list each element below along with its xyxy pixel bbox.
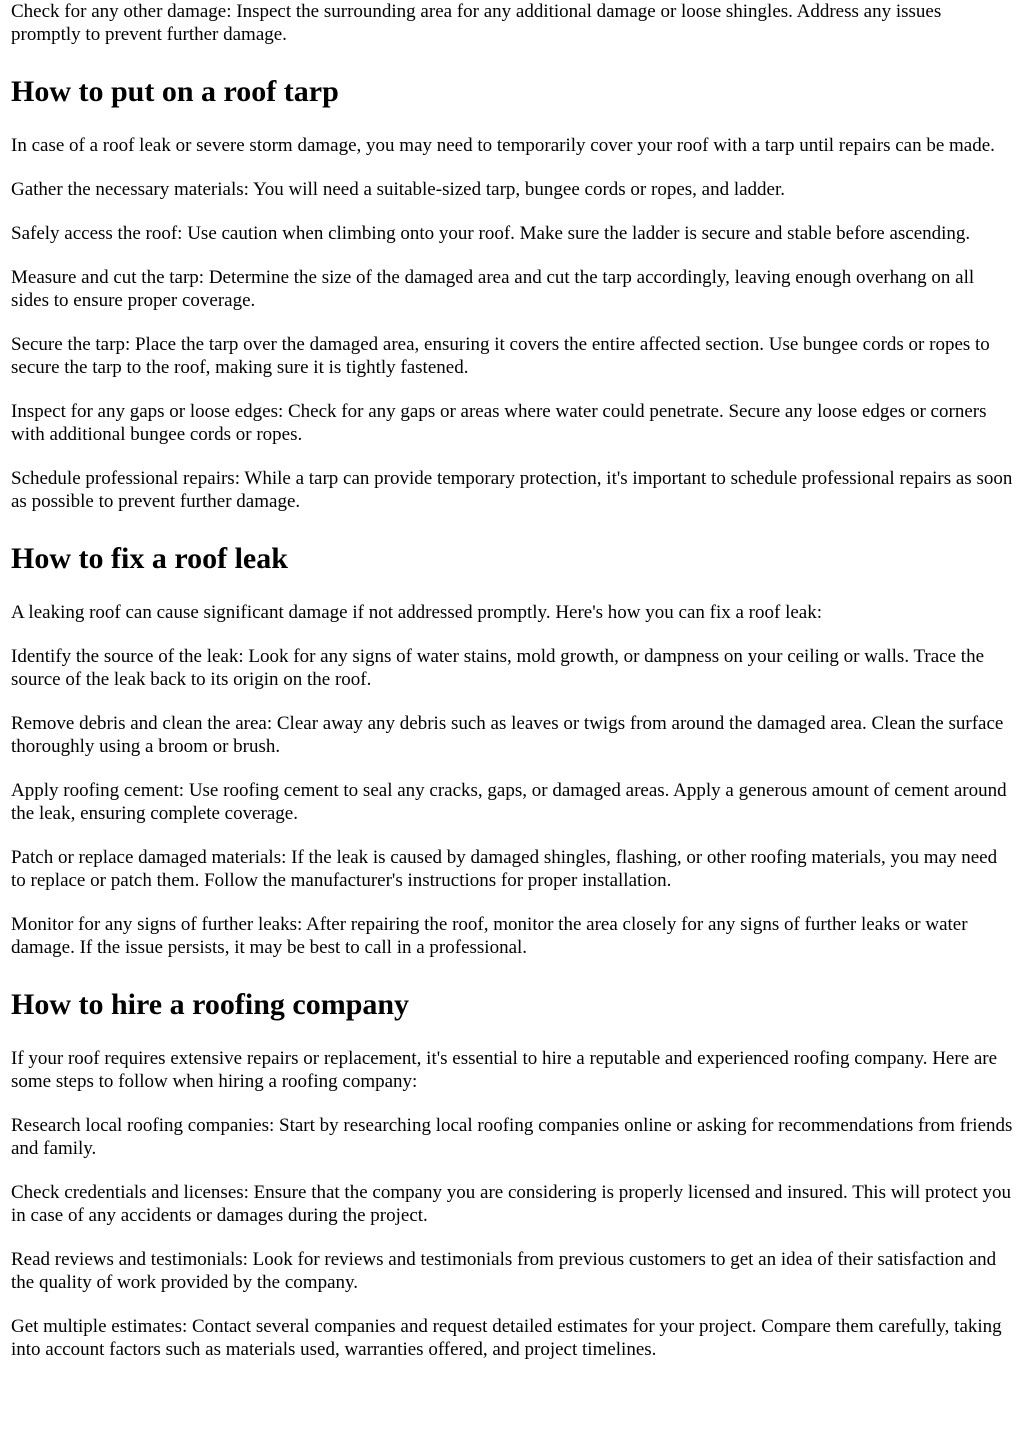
paragraph: Remove debris and clean the area: Clear away any debris such as leaves or twigs from around the damaged area. Clean the surface thoroughly using a broom or brush. (11, 713, 1004, 757)
paragraph: Schedule professional repairs: While a tarp can provide temporary protection, it's important to schedule professional repairs as soon as possible to prevent further damage. (11, 468, 1013, 512)
paragraph: Check credentials and licenses: Ensure that the company you are considering is properly licensed and insured. This will protect you in case of any accidents or damages during the project. (11, 1182, 1012, 1226)
paragraph: If your roof requires extensive repairs or replacement, it's essential to hire a reputable and experienced roofing company. Here are some steps to follow when hiring a roofing company: (11, 1048, 998, 1092)
paragraph: Secure the tarp: Place the tarp over the damaged area, ensuring it covers the entire affected section. Use bungee cords or ropes to secure the tarp to the roof, making sure it is tightly fastened. (11, 334, 990, 378)
paragraph: Monitor for any signs of further leaks: After repairing the roof, monitor the area closely for any signs of further leaks or water damage. If the issue persists, it may be best to call in a professional. (11, 914, 968, 958)
section-hire-roofing-company (11, 987, 1013, 1361)
section-heading: How to hire a roofing company (11, 988, 410, 1021)
paragraph: Measure and cut the tarp: Determine the size of the damaged area and cut the tarp accordingly, leaving enough overhang on all sides to ensure proper coverage. (11, 267, 975, 311)
paragraph: Inspect for any gaps or loose edges: Check for any gaps or areas where water could penetrate. Secure any loose edges or corners with additional bungee cords or ropes. (11, 401, 987, 445)
paragraph: Identify the source of the leak: Look for any signs of water stains, mold growth, or dampness on your ceiling or walls. Trace the source of the leak back to its origin on the roof. (11, 646, 985, 690)
paragraph: A leaking roof can cause significant damage if not addressed promptly. Here's how you can fix a roof leak: (11, 602, 823, 623)
paragraph: Research local roofing companies: Start by researching local roofing companies online or asking for recommendations from friends and family. (11, 1115, 1013, 1159)
paragraph: Read reviews and testimonials: Look for reviews and testimonials from previous customers to get an idea of their satisfaction and the quality of work provided by the company. (11, 1249, 997, 1293)
section-heading: How to put on a roof tarp (11, 75, 339, 108)
paragraph: Get multiple estimates: Contact several companies and request detailed estimates for your project. Compare them carefully, taking into account factors such as materials used, warranties offered, and project timelines. (11, 1316, 1002, 1360)
paragraph: Gather the necessary materials: You will need a suitable-sized tarp, bungee cords or ropes, and ladder. (11, 179, 785, 200)
section-heading: How to fix a roof leak (11, 542, 288, 575)
paragraph: Apply roofing cement: Use roofing cement to seal any cracks, gaps, or damaged areas. Apply a generous amount of cement around the leak, ensuring complete coverage. (11, 780, 1007, 824)
paragraph: Safely access the roof: Use caution when climbing onto your roof. Make sure the ladder is secure and stable before ascending. (11, 223, 971, 244)
paragraph: Patch or replace damaged materials: If the leak is caused by damaged shingles, flashing, or other roofing materials, you may need to replace or patch them. Follow the manufacturer's instructions for proper installation. (11, 847, 998, 891)
section-roof-tarp (11, 74, 1013, 513)
intro-paragraph: Check for any other damage: Inspect the surrounding area for any additional damage or loose shingles. Address any issues promptly to prevent further damage. (11, 1, 942, 45)
section-roof-leak (11, 541, 1013, 959)
paragraph: In case of a roof leak or severe storm damage, you may need to temporarily cover your roof with a tarp until repairs can be made. (11, 135, 995, 156)
